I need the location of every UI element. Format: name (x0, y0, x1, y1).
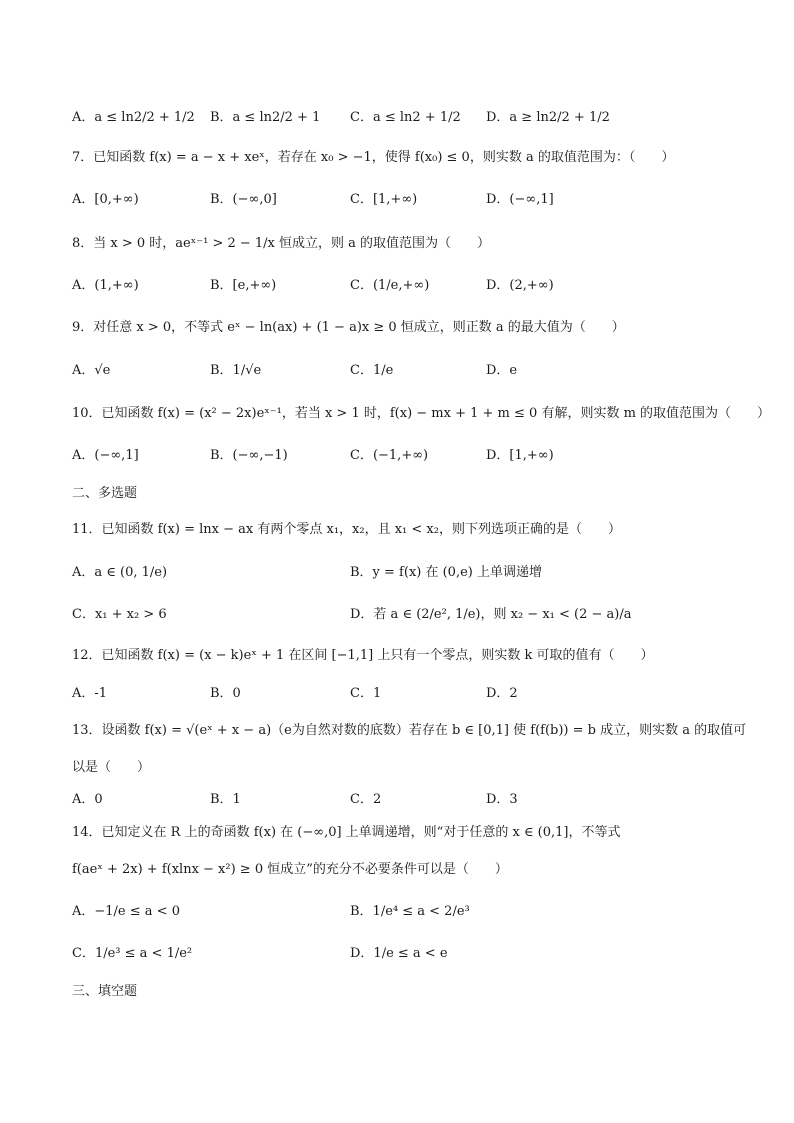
q13-option-a: A．0 (72, 792, 103, 807)
q7-option-c: C．[1,+∞) (350, 192, 418, 207)
q6-option-b: B．a ≤ ln2/2 + 1 (210, 110, 321, 125)
q14-option-d: D．1/e ≤ a < e (350, 946, 448, 961)
q10-stem: 10．已知函数 f(x) = (x² − 2x)eˣ⁻¹，若当 x > 1 时，f(x) − mx + 1 + m ≤ 0 有解，则实数 m 的取值范围为（ ） (72, 406, 771, 421)
q9-option-a: A．√e (72, 363, 111, 378)
q7-option-a: A．[0,+∞) (72, 192, 139, 207)
q8-option-d: D．(2,+∞) (486, 278, 554, 293)
q12-option-a: A．-1 (72, 686, 108, 701)
q10-option-a: A．(−∞,1] (72, 448, 139, 463)
q10-option-c: C．(−1,+∞) (350, 448, 429, 463)
q10-option-b: B．(−∞,−1) (210, 448, 288, 463)
q9-option-b: B．1/√e (210, 363, 262, 378)
q13-option-d: D．3 (486, 792, 518, 807)
q7-option-d: D．(−∞,1] (486, 192, 554, 207)
section-heading-multiple-choice: 二、多选题 (72, 486, 138, 501)
q14-stem-line2: f(aeˣ + 2x) + f(xlnx − x²) ≥ 0 恒成立”的充分不必要条件可以是（ ） (72, 862, 508, 877)
q6-option-d: D．a ≥ ln2/2 + 1/2 (486, 110, 610, 125)
q6-option-a: A．a ≤ ln2/2 + 1/2 (72, 110, 195, 125)
q8-stem: 8．当 x > 0 时，aeˣ⁻¹ > 2 − 1/x 恒成立，则 a 的取值范围为（ ） (72, 236, 491, 251)
q12-option-c: C．1 (350, 686, 382, 701)
q8-option-a: A．(1,+∞) (72, 278, 139, 293)
q8-option-b: B．[e,+∞) (210, 278, 277, 293)
q13-option-c: C．2 (350, 792, 382, 807)
q12-stem: 12．已知函数 f(x) = (x − k)eˣ + 1 在区间 [−1,1] 上只有一个零点，则实数 k 可取的值有（ ） (72, 648, 654, 663)
q11-option-c: C．x₁ + x₂ > 6 (72, 607, 167, 622)
q13-stem-line2: 以是（ ） (72, 760, 151, 775)
q6-option-c: C．a ≤ ln2 + 1/2 (350, 110, 461, 125)
q9-option-d: D．e (486, 363, 518, 378)
q10-option-d: D．[1,+∞) (486, 448, 554, 463)
q11-option-b: B．y = f(x) 在 (0,e) 上单调递增 (350, 565, 542, 580)
q11-option-a: A．a ∈ (0, 1/e) (72, 565, 168, 580)
q7-stem: 7．已知函数 f(x) = a − x + xeˣ，若存在 x₀ > −1，使得 f(x₀) ≤ 0，则实数 a 的取值范围为：（ ） (72, 150, 675, 165)
q12-option-d: D．2 (486, 686, 518, 701)
q8-option-c: C．(1/e,+∞) (350, 278, 430, 293)
q11-option-d: D．若 a ∈ (2/e², 1/e)，则 x₂ − x₁ < (2 − a)/a (350, 607, 632, 622)
q11-stem: 11．已知函数 f(x) = lnx − ax 有两个零点 x₁，x₂，且 x₁ < x₂，则下列选项正确的是（ ） (72, 522, 621, 537)
section-heading-fill-in: 三、填空题 (72, 984, 138, 999)
q7-option-b: B．(−∞,0] (210, 192, 277, 207)
q13-option-b: B．1 (210, 792, 241, 807)
q14-option-c: C．1/e³ ≤ a < 1/e² (72, 946, 193, 961)
q14-option-b: B．1/e⁴ ≤ a < 2/e³ (350, 904, 470, 919)
q9-stem: 9．对任意 x > 0，不等式 eˣ − ln(ax) + (1 − a)x ≥ 0 恒成立，则正数 a 的最大值为（ ） (72, 320, 625, 335)
q12-option-b: B．0 (210, 686, 241, 701)
q14-option-a: A．−1/e ≤ a < 0 (72, 904, 180, 919)
q9-option-c: C．1/e (350, 363, 394, 378)
q14-stem-line1: 14．已知定义在 R 上的奇函数 f(x) 在 (−∞,0] 上单调递增，则“对于任意的 x ∈ (0,1]，不等式 (72, 825, 621, 840)
q13-stem-line1: 13．设函数 f(x) = √(eˣ + x − a)（e为自然对数的底数）若存在 b ∈ [0,1] 使 f(f(b)) = b 成立，则实数 a 的取值可 (72, 723, 747, 738)
